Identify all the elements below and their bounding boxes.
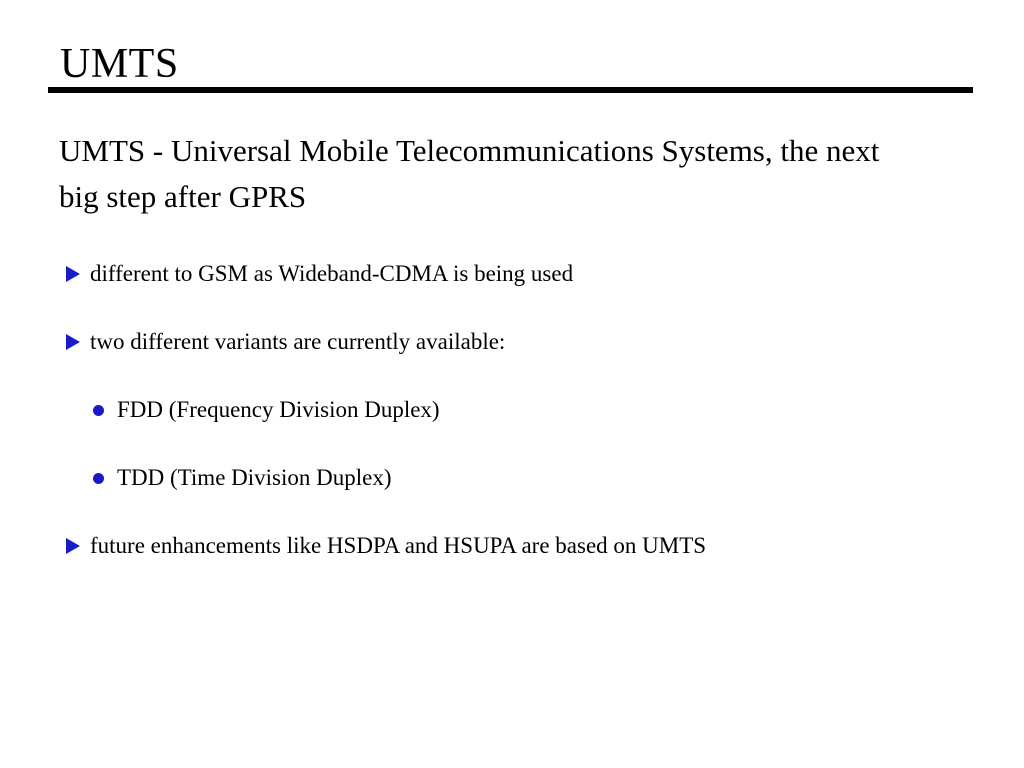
bullet-text: two different variants are currently available: — [90, 329, 506, 354]
intro-line-2: big step after GPRS — [59, 179, 307, 214]
intro-paragraph — [59, 128, 969, 220]
disc-bullet-icon — [93, 405, 104, 416]
slide-title: UMTS — [60, 41, 179, 87]
bullet-item — [0, 533, 1024, 559]
intro-line-1: UMTS - Universal Mobile Telecommunications Systems, the next — [59, 133, 880, 168]
sub-bullet-text: TDD (Time Division Duplex) — [117, 465, 392, 490]
triangle-bullet-icon — [66, 266, 80, 282]
bullet-item — [0, 329, 1024, 355]
sub-bullet-text: FDD (Frequency Division Duplex) — [117, 397, 440, 422]
disc-bullet-icon — [93, 473, 104, 484]
sub-bullet-item — [0, 397, 1024, 423]
sub-bullet-item — [0, 465, 1024, 491]
bullet-text: future enhancements like HSDPA and HSUPA are based on UMTS — [90, 533, 707, 558]
bullet-text: different to GSM as Wideband-CDMA is being used — [90, 261, 574, 286]
triangle-bullet-icon — [66, 538, 80, 554]
title-underline-rule — [48, 87, 973, 93]
bullet-item — [0, 261, 1024, 287]
triangle-bullet-icon — [66, 334, 80, 350]
